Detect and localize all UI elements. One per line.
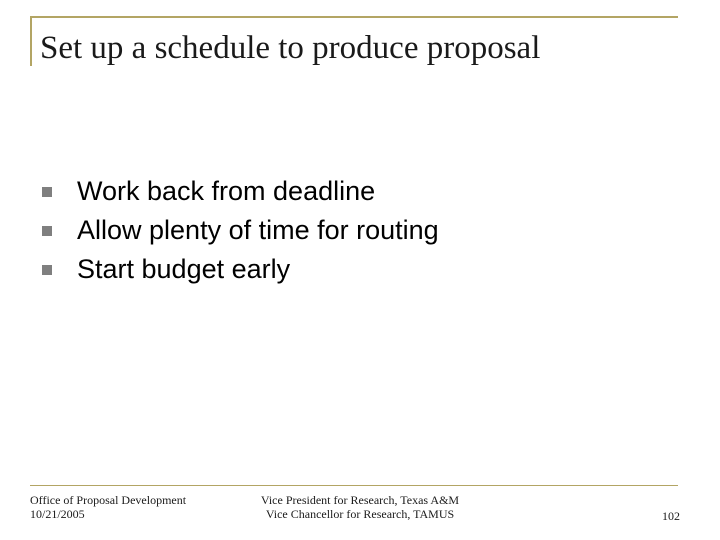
square-bullet-icon xyxy=(42,187,52,197)
square-bullet-icon xyxy=(42,226,52,236)
bullet-text: Allow plenty of time for routing xyxy=(77,215,439,245)
bullet-item xyxy=(40,250,439,289)
footer-affiliation xyxy=(258,493,462,521)
footer-date: 10/21/2005 xyxy=(30,507,85,521)
footer-rule xyxy=(30,485,678,486)
footer-affiliation-line2: Vice Chancellor for Research, TAMUS xyxy=(265,507,455,521)
footer-office xyxy=(30,493,186,521)
page-number: 102 xyxy=(662,509,680,523)
slide-title: Set up a schedule to produce proposal xyxy=(40,30,541,66)
title-frame-top-line xyxy=(30,16,678,18)
bullet-item xyxy=(40,211,439,250)
bullet-text: Work back from deadline xyxy=(77,176,376,206)
bullet-text: Start budget early xyxy=(77,254,291,284)
title-frame-left-line xyxy=(30,16,32,66)
square-bullet-icon xyxy=(42,265,52,275)
footer-office-name: Office of Proposal Development xyxy=(30,493,187,507)
bullet-item xyxy=(40,172,439,211)
footer-affiliation-line1: Vice President for Research, Texas A&M xyxy=(260,493,460,507)
bullet-list xyxy=(40,172,439,289)
